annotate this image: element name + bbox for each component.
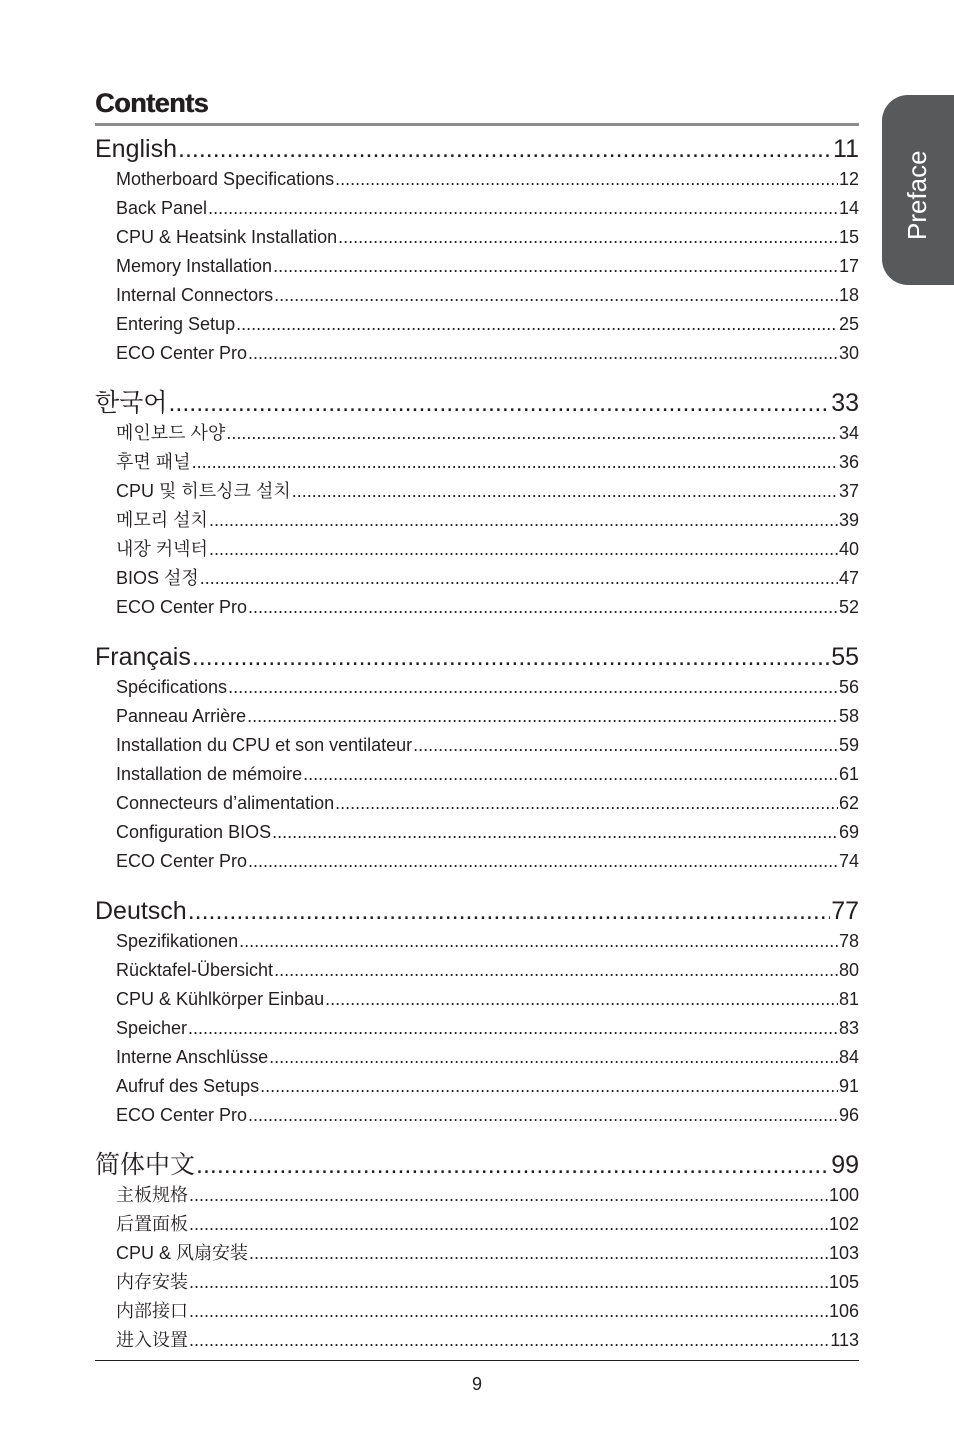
dot-leader <box>335 789 838 818</box>
toc-section-french <box>95 641 859 876</box>
entry-page: 25 <box>838 314 859 334</box>
toc-entry[interactable] <box>95 419 859 448</box>
section-page: 77 <box>831 897 859 925</box>
entry-label: Internal Connectors <box>116 285 274 305</box>
entry-label: 内存安装 <box>116 1272 188 1292</box>
section-title: English <box>95 135 177 163</box>
entry-label: Motherboard Specifications <box>116 169 335 189</box>
toc-section-heading[interactable] <box>95 387 859 419</box>
entry-label: Back Panel <box>116 198 208 218</box>
toc-entry[interactable] <box>95 1239 859 1268</box>
entry-label: 后置面板 <box>116 1214 188 1234</box>
toc-entry[interactable] <box>95 564 859 593</box>
toc-entry[interactable] <box>95 789 859 818</box>
dot-leader <box>236 310 838 339</box>
entry-page: 106 <box>828 1301 859 1321</box>
dot-leader <box>338 223 838 252</box>
dot-leader <box>192 448 838 477</box>
entry-label: CPU & Kühlkörper Einbau <box>116 989 325 1009</box>
dot-leader <box>209 506 838 535</box>
entry-label: 进入设置 <box>116 1330 188 1350</box>
entry-label: Panneau Arrière <box>116 706 247 726</box>
dot-leader <box>188 1014 838 1043</box>
entry-label: Spezifikationen <box>116 931 239 951</box>
entry-page: 105 <box>828 1272 859 1292</box>
entry-page: 34 <box>838 423 859 443</box>
entry-label: 후면 패널 <box>116 452 191 472</box>
section-page: 33 <box>831 389 859 417</box>
entry-page: 47 <box>838 568 859 588</box>
entry-label: Entering Setup <box>116 314 236 334</box>
entry-page: 78 <box>838 931 859 951</box>
toc-section-chinese <box>95 1149 859 1355</box>
toc-entry[interactable] <box>95 985 859 1014</box>
entry-label: Aufruf des Setups <box>116 1076 260 1096</box>
dot-leader <box>248 339 838 368</box>
toc-section-heading[interactable] <box>95 895 859 927</box>
dot-leader <box>196 1149 830 1181</box>
dot-leader <box>248 593 838 622</box>
toc-entry[interactable] <box>95 1297 859 1326</box>
entry-label: BIOS 설정 <box>116 568 199 588</box>
entry-page: 30 <box>838 343 859 363</box>
toc-entry[interactable] <box>95 1268 859 1297</box>
entry-label: Installation du CPU et son ventilateur <box>116 735 413 755</box>
toc-entry[interactable] <box>95 593 859 622</box>
entry-page: 17 <box>838 256 859 276</box>
toc-entry[interactable] <box>95 956 859 985</box>
toc-section-heading[interactable] <box>95 1149 859 1181</box>
entry-page: 56 <box>838 677 859 697</box>
entry-page: 74 <box>838 851 859 871</box>
preface-tab-label: Preface <box>902 150 932 240</box>
entry-label: 메인보드 사양 <box>116 423 226 443</box>
entry-label: Memory Installation <box>116 256 273 276</box>
dot-leader <box>228 673 838 702</box>
toc-entry[interactable] <box>95 760 859 789</box>
dot-leader <box>209 535 838 564</box>
page-number: 9 <box>471 1374 482 1394</box>
toc-entry[interactable] <box>95 1326 859 1355</box>
entry-page: 83 <box>838 1018 859 1038</box>
entry-page: 81 <box>838 989 859 1009</box>
entry-label: Rücktafel-Übersicht <box>116 960 274 980</box>
entry-page: 80 <box>838 960 859 980</box>
toc-entry[interactable] <box>95 165 859 194</box>
entry-label: CPU 및 히트싱크 설치 <box>116 481 291 501</box>
toc-entry[interactable] <box>95 281 859 310</box>
dot-leader <box>247 702 838 731</box>
dot-leader <box>292 477 838 506</box>
toc-entry[interactable] <box>95 477 859 506</box>
dot-leader <box>260 1072 838 1101</box>
section-page: 11 <box>833 135 859 163</box>
entry-page: 103 <box>828 1243 859 1263</box>
entry-page: 14 <box>838 198 859 218</box>
dot-leader <box>274 956 838 985</box>
toc-entry[interactable] <box>95 1210 859 1239</box>
dot-leader <box>189 1326 829 1355</box>
entry-page: 69 <box>838 822 859 842</box>
entry-page: 37 <box>838 481 859 501</box>
toc-entry[interactable] <box>95 252 859 281</box>
entry-page: 12 <box>838 169 859 189</box>
dot-leader <box>274 281 838 310</box>
entry-page: 40 <box>838 539 859 559</box>
entry-page: 102 <box>828 1214 859 1234</box>
toc-section-german <box>95 895 859 1130</box>
entry-label: Interne Anschlüsse <box>116 1047 269 1067</box>
entry-label: Spécifications <box>116 677 228 697</box>
entry-page: 52 <box>838 597 859 617</box>
dot-leader <box>189 1297 828 1326</box>
section-title: 한국어 <box>95 389 168 417</box>
toc-entry[interactable] <box>95 448 859 477</box>
entry-label: 内部接口 <box>116 1301 188 1321</box>
section-page: 99 <box>831 1151 859 1179</box>
dot-leader <box>189 1268 828 1297</box>
toc-section-english <box>95 133 859 368</box>
toc-entry[interactable] <box>95 339 859 368</box>
entry-page: 61 <box>838 764 859 784</box>
entry-label: CPU & Heatsink Installation <box>116 227 338 247</box>
toc-entry[interactable] <box>95 673 859 702</box>
entry-label: ECO Center Pro <box>116 343 248 363</box>
toc-entry[interactable] <box>95 506 859 535</box>
entry-label: 내장 커넥터 <box>116 539 208 559</box>
toc-entry[interactable] <box>95 927 859 956</box>
dot-leader <box>188 895 830 927</box>
toc-entry[interactable] <box>95 223 859 252</box>
toc-entry[interactable] <box>95 702 859 731</box>
entry-page: 36 <box>838 452 859 472</box>
toc-section-heading[interactable] <box>95 641 859 673</box>
toc-entry[interactable] <box>95 1043 859 1072</box>
dot-leader <box>239 927 838 956</box>
toc-entry[interactable] <box>95 194 859 223</box>
toc-section-heading[interactable] <box>95 133 859 165</box>
toc-entry[interactable] <box>95 847 859 876</box>
entry-label: 主板规格 <box>116 1185 188 1205</box>
entry-page: 18 <box>838 285 859 305</box>
dot-leader <box>189 1181 828 1210</box>
toc-section-korean <box>95 387 859 622</box>
entry-label: ECO Center Pro <box>116 597 248 617</box>
dot-leader <box>269 1043 838 1072</box>
section-title: 简体中文 <box>95 1151 196 1179</box>
entry-label: Connecteurs d’alimentation <box>116 793 335 813</box>
toc-entry[interactable] <box>95 731 859 760</box>
entry-page: 113 <box>830 1330 859 1350</box>
dot-leader <box>303 760 838 789</box>
dot-leader <box>248 1101 838 1130</box>
dot-leader <box>273 252 838 281</box>
section-page: 55 <box>831 643 859 671</box>
footer-divider <box>95 1360 859 1361</box>
entry-page: 15 <box>838 227 859 247</box>
entry-page: 58 <box>838 706 859 726</box>
page-title: Contents <box>95 88 208 118</box>
table-of-contents <box>95 133 859 1374</box>
dot-leader <box>208 194 838 223</box>
dot-leader <box>325 985 838 1014</box>
title-divider <box>95 123 859 126</box>
entry-label: 메모리 설치 <box>116 510 208 530</box>
dot-leader <box>178 133 832 165</box>
entry-page: 59 <box>838 735 859 755</box>
entry-page: 100 <box>828 1185 859 1205</box>
entry-page: 91 <box>838 1076 859 1096</box>
dot-leader <box>413 731 838 760</box>
toc-entry[interactable] <box>95 1014 859 1043</box>
toc-entry[interactable] <box>95 818 859 847</box>
dot-leader <box>200 564 838 593</box>
toc-entry[interactable] <box>95 310 859 339</box>
dot-leader <box>168 387 830 419</box>
toc-entry[interactable] <box>95 1181 859 1210</box>
toc-entry[interactable] <box>95 535 859 564</box>
entry-label: Installation de mémoire <box>116 764 303 784</box>
entry-page: 62 <box>838 793 859 813</box>
dot-leader <box>189 1210 828 1239</box>
entry-page: 39 <box>838 510 859 530</box>
toc-entry[interactable] <box>95 1072 859 1101</box>
entry-page: 96 <box>838 1105 859 1125</box>
entry-page: 84 <box>838 1047 859 1067</box>
entry-label: Configuration BIOS <box>116 822 272 842</box>
section-title: Français <box>95 643 191 671</box>
dot-leader <box>248 847 838 876</box>
section-title: Deutsch <box>95 897 187 925</box>
dot-leader <box>249 1239 828 1268</box>
entry-label: ECO Center Pro <box>116 851 248 871</box>
entry-label: CPU & 风扇安装 <box>116 1243 249 1263</box>
toc-entry[interactable] <box>95 1101 859 1130</box>
entry-label: ECO Center Pro <box>116 1105 248 1125</box>
dot-leader <box>192 641 830 673</box>
dot-leader <box>335 165 838 194</box>
entry-label: Speicher <box>116 1018 188 1038</box>
dot-leader <box>226 419 838 448</box>
dot-leader <box>272 818 838 847</box>
